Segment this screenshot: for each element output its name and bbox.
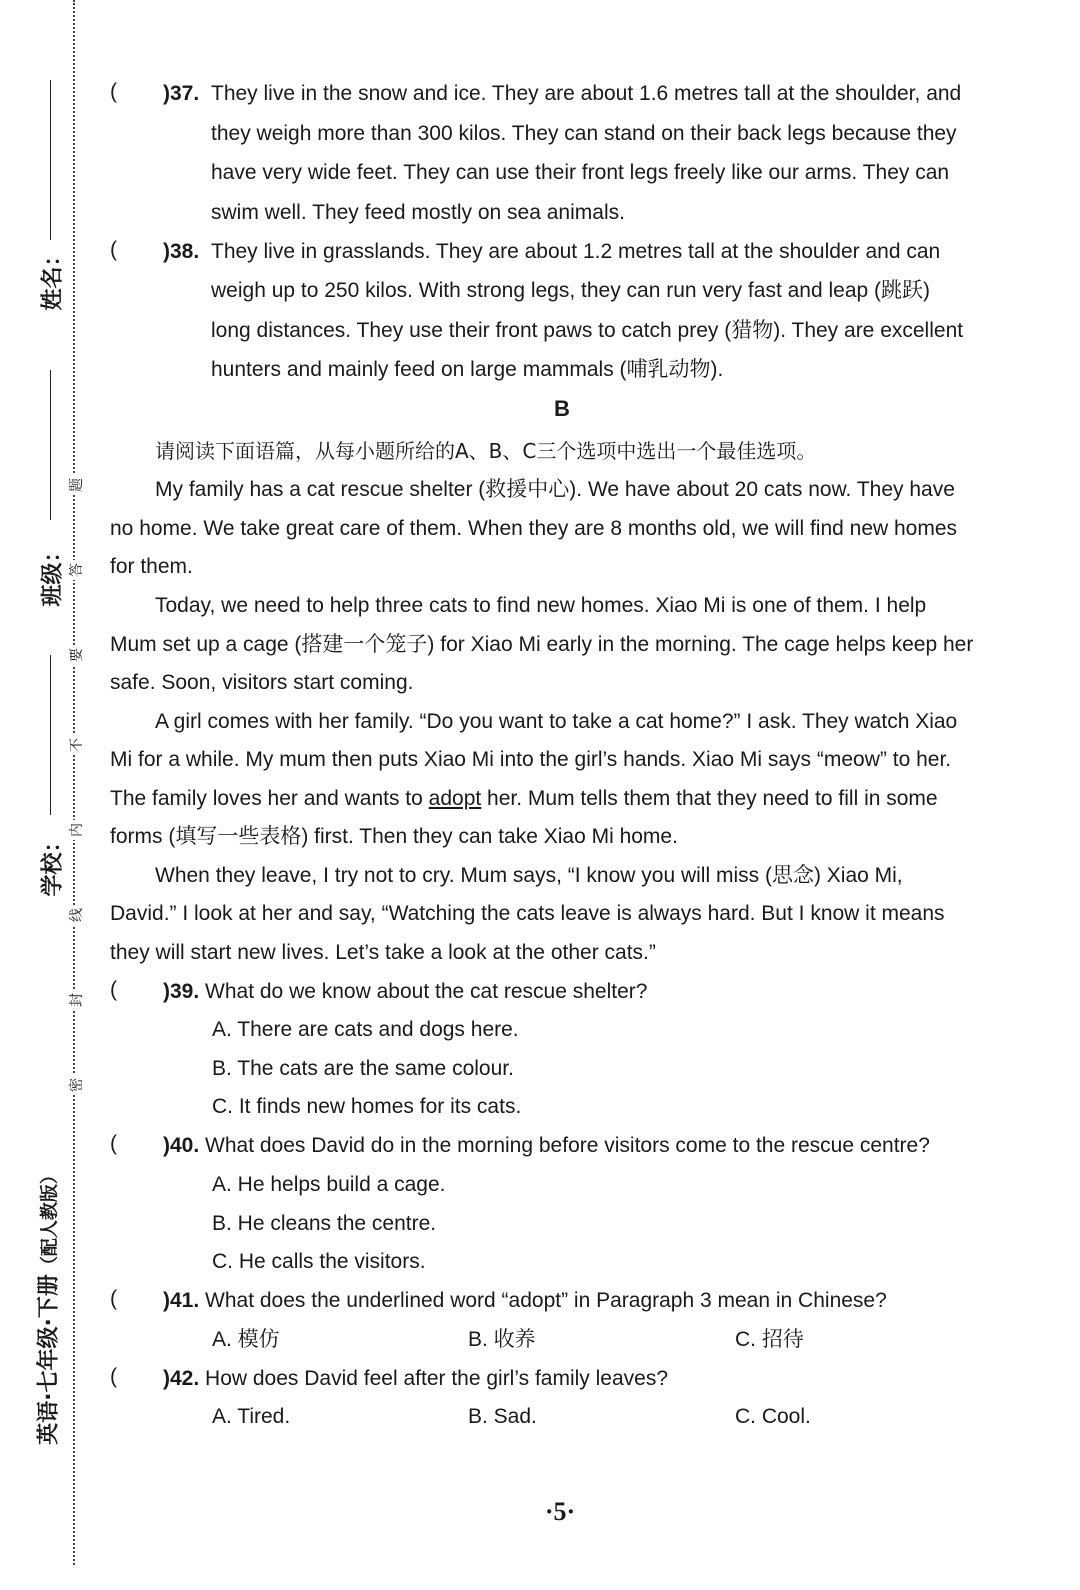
answer-paren-39[interactable]: ( xyxy=(110,978,117,1001)
option-a[interactable]: A. There are cats and dogs here. xyxy=(212,1018,519,1041)
passage-line: forms (填写一些表格) first. Then they can take Xiao Mi home. xyxy=(110,825,678,848)
passage-line: they will start new lives. Let’s take a look at the other cats.” xyxy=(110,941,656,964)
option-c[interactable]: C. It finds new homes for its cats. xyxy=(212,1095,522,1118)
seal-char: 内 xyxy=(66,820,86,840)
seal-char: 线 xyxy=(66,905,86,925)
q37-text-line: They live in the snow and ice. They are about 1.6 metres tall at the shoulder, and xyxy=(211,82,962,105)
question-40: )40. What does David do in the morning before visitors come to the rescue centre? xyxy=(163,1134,930,1157)
passage-line: Mi for a while. My mum then puts Xiao Mi into the girl’s hands. Xiao Mi says “meow” to her. xyxy=(110,748,952,771)
q38-text-line: hunters and mainly feed on large mammals (哺乳动物). xyxy=(211,358,724,381)
answer-paren-42[interactable]: ( xyxy=(110,1365,117,1388)
passage-line: A girl comes with her family. “Do you want to take a cat home?” I ask. They watch Xiao xyxy=(155,710,958,733)
class-fill-line xyxy=(50,370,51,520)
q38-text-line: They live in grasslands. They are about 1.2 metres tall at the shoulder and can xyxy=(211,240,941,263)
passage-line: no home. We take great care of them. When they are 8 months old, we will find new homes xyxy=(110,517,958,540)
passage-line: for them. xyxy=(110,555,193,578)
option-b[interactable]: B. 收养 xyxy=(468,1328,536,1351)
answer-paren-37[interactable]: ( xyxy=(110,80,117,103)
q37-text-line: they weigh more than 300 kilos. They can stand on their back legs because they xyxy=(211,122,957,145)
seal-char: 不 xyxy=(66,735,86,755)
option-a[interactable]: A. He helps build a cage. xyxy=(212,1173,446,1196)
question-39: )39. What do we know about the cat rescue shelter? xyxy=(163,980,648,1003)
question-42: )42. How does David feel after the girl’s family leaves? xyxy=(163,1367,669,1390)
book-edition: （配人教版） xyxy=(39,1166,61,1275)
school-label: 学校： xyxy=(40,830,66,897)
passage-line: Mum set up a cage (搭建一个笼子) for Xiao Mi early in the morning. The cage helps keep her xyxy=(110,633,974,656)
option-a[interactable]: A. 模仿 xyxy=(212,1328,280,1351)
seal-char: 要 xyxy=(66,645,86,665)
question-number-37: )37. xyxy=(163,82,200,105)
q38-text-line: long distances. They use their front paws to catch prey (猎物). They are excellent xyxy=(211,319,964,342)
answer-paren-38[interactable]: ( xyxy=(110,238,117,261)
option-b[interactable]: B. He cleans the centre. xyxy=(212,1212,437,1235)
option-b[interactable]: B. The cats are the same colour. xyxy=(212,1057,514,1080)
underlined-word-adopt: adopt xyxy=(428,787,482,810)
option-b[interactable]: B. Sad. xyxy=(468,1405,537,1428)
option-c[interactable]: C. Cool. xyxy=(735,1405,811,1428)
passage-line: My family has a cat rescue shelter (救援中心). We have about 20 cats now. They have xyxy=(155,478,955,501)
book-title-label xyxy=(32,1141,63,1471)
q37-text-line: have very wide feet. They can use their front legs freely like our arms. They can xyxy=(211,161,950,184)
seal-char: 答 xyxy=(66,560,86,580)
class-label: 班级： xyxy=(40,540,66,607)
answer-paren-41[interactable]: ( xyxy=(110,1287,117,1310)
book-label: 英语·七年级·下册 xyxy=(36,1274,62,1445)
seal-char: 密 xyxy=(66,1075,86,1095)
name-label: 姓名： xyxy=(40,244,66,311)
question-number-38: )38. xyxy=(163,240,200,263)
passage-line: safe. Soon, visitors start coming. xyxy=(110,671,414,694)
answer-paren-40[interactable]: ( xyxy=(110,1132,117,1155)
school-fill-line xyxy=(50,655,51,815)
option-c[interactable]: C. 招待 xyxy=(735,1328,804,1351)
passage-line: When they leave, I try not to cry. Mum says, “I know you will miss (思念) Xiao Mi, xyxy=(155,864,903,887)
question-41: )41. What does the underlined word “adopt” in Paragraph 3 mean in Chinese? xyxy=(163,1289,887,1312)
q38-text-line: weigh up to 250 kilos. With strong legs, they can run very fast and leap (跳跃) xyxy=(211,279,931,302)
passage-line: Today, we need to help three cats to find new homes. Xiao Mi is one of them. I help xyxy=(155,594,927,617)
seal-char: 封 xyxy=(66,990,86,1010)
section-heading-b: B xyxy=(554,396,570,421)
q37-text-line: swim well. They feed mostly on sea animals. xyxy=(211,201,625,224)
binding-dotted-line xyxy=(73,0,75,1565)
option-c[interactable]: C. He calls the visitors. xyxy=(212,1250,426,1273)
option-a[interactable]: A. Tired. xyxy=(212,1405,291,1428)
name-fill-line xyxy=(50,80,51,240)
passage-line: David.” I look at her and say, “Watching the cats leave is always hard. But I know it means xyxy=(110,902,945,925)
page-number: ·5· xyxy=(544,1497,576,1526)
seal-char: 题 xyxy=(66,475,86,495)
passage-line: The family loves her and wants to adopt her. Mum tells them that they need to fill in some xyxy=(110,787,938,810)
section-instruction: 请阅读下面语篇，从每小题所给的A、B、C三个选项中选出一个最佳选项。 xyxy=(155,439,817,463)
